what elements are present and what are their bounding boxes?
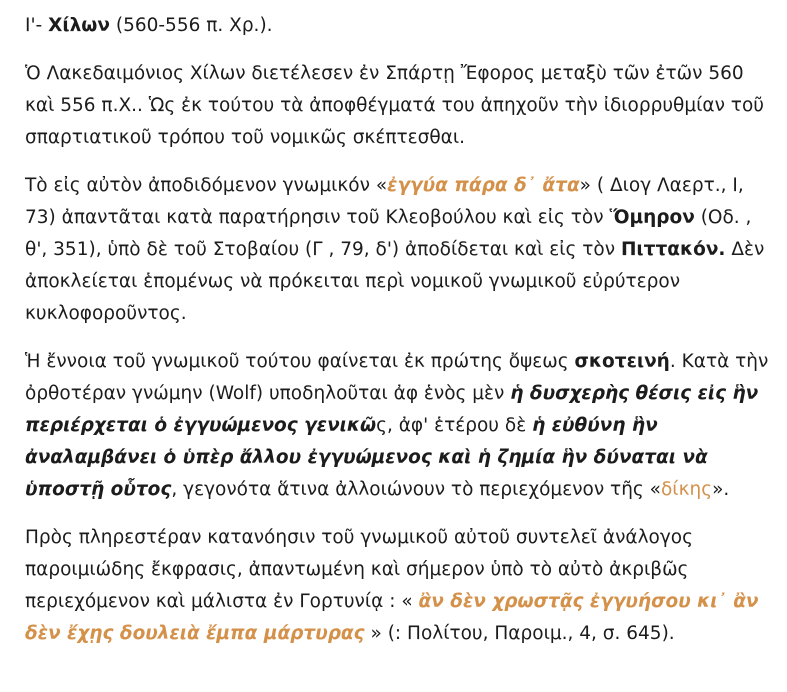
paragraph-4 xyxy=(25,522,770,650)
paragraph-2 xyxy=(25,170,770,330)
p3-text-4: , γεγονότα ἅτινα ἀλλοιώνουν τὸ περιεχόμενον τῆς « xyxy=(171,479,661,500)
p4-text-2: » (: Πολίτου, Παροιμ., 4, σ. 645). xyxy=(364,623,675,644)
heading-name: Χίλων xyxy=(48,15,110,36)
p3-bold-italic-2: ἡ εὐθύνη ἣν ἀναλαμβάνει ὁ ὑπὲρ ἄλλου ἐγγυώμενος καὶ ἡ ζημία ἣν δύναται νὰ ὑποστῇ οὗτος xyxy=(25,415,708,500)
document-body xyxy=(25,10,770,666)
heading-dates: (560-556 π. Χρ.). xyxy=(109,15,273,36)
p2-text-3: (Οδ. , θ', 351), ὑπὸ δὲ τοῦ Στοβαίου (Γ , 79, δ') ἀποδίδεται καὶ εἰς τὸν xyxy=(25,207,752,260)
p3-bold-italic-1: ἡ δυσχερὴς θέσις εἰς ἣν περιέρχεται ὁ ἐγγυώμενος γενικῶ xyxy=(25,383,759,436)
p2-homer: Ὅμηρον xyxy=(609,207,695,228)
p2-text-4: Δὲν ἀποκλείεται ἑπομένως νὰ πρόκειται περὶ νομικοῦ γνωμικοῦ εὐρύτερον κυκλοφοροῦντος. xyxy=(25,239,765,324)
p2-pittakos: Πιττακόν. xyxy=(620,239,726,260)
paragraph-1 xyxy=(25,58,770,154)
section-heading xyxy=(25,10,770,42)
p3-text-2: . Κατὰ τὴν ὀρθοτέραν γνώμην (Wolf) υποδηλοῦται ἀφ ἑνὸς μὲν xyxy=(25,351,769,404)
p3-text-5: ». xyxy=(712,479,730,500)
p4-text-1: Πρὸς πληρεστέραν κατανόησιν τοῦ γνωμικοῦ αὐτοῦ συντελεῖ ἀνάλογος παροιμιώδης ἔκφρασις, ἀπαντωμένη καὶ σήμερον ὑπὸ τὸ αὐτὸ ἀκριβῶς περιεχόμενον καὶ μάλιστα ἐν Γορτυνίᾳ : « xyxy=(25,527,693,612)
p3-dark: σκοτεινή xyxy=(574,351,670,372)
p3-text-3: ς, ἀφ' ἑτέρου δὲ xyxy=(376,415,533,436)
p2-quote: ἐγγύα πάρα δ᾽ ἄτα xyxy=(387,175,580,196)
p2-text-1: Τὸ εἰς αὐτὸν ἀποδιδόμενον γνωμικόν « xyxy=(25,175,388,196)
p4-quote: ἂν δὲν χρωστᾷς ἐγγυήσου κι᾽ ἂν δὲν ἔχῃς δουλειὰ ἔμπα μάρτυρας xyxy=(25,591,759,644)
p3-text-1: Ἡ ἔννοια τοῦ γνωμικοῦ τούτου φαίνεται ἐκ πρώτης ὄψεως xyxy=(25,351,575,372)
paragraph-1-text: Ὁ Λακεδαιμόνιος Χίλων διετέλεσεν ἐν Σπάρτῃ Ἔφορος μεταξὺ τῶν ἐτῶν 560 καὶ 556 π.Χ.. Ὡς ἐκ τούτου τὰ ἀποφθέγματά του ἀπηχοῦν τὴν ἰδιορρυθμίαν τοῦ σπαρτιατικοῦ τρόπου τοῦ νομικῶς σκέπτεσθαι. xyxy=(25,63,764,148)
p2-text-2: » ( Διογ Λαερτ., Ι, 73) ἀπαντᾶται κατὰ παρατήρησιν τοῦ Κλεοβούλου καὶ εἰς τὸν xyxy=(25,175,744,228)
heading-prefix: Ι'- xyxy=(25,15,49,36)
paragraph-3 xyxy=(25,346,770,506)
p3-dikis: δίκης xyxy=(660,479,713,500)
